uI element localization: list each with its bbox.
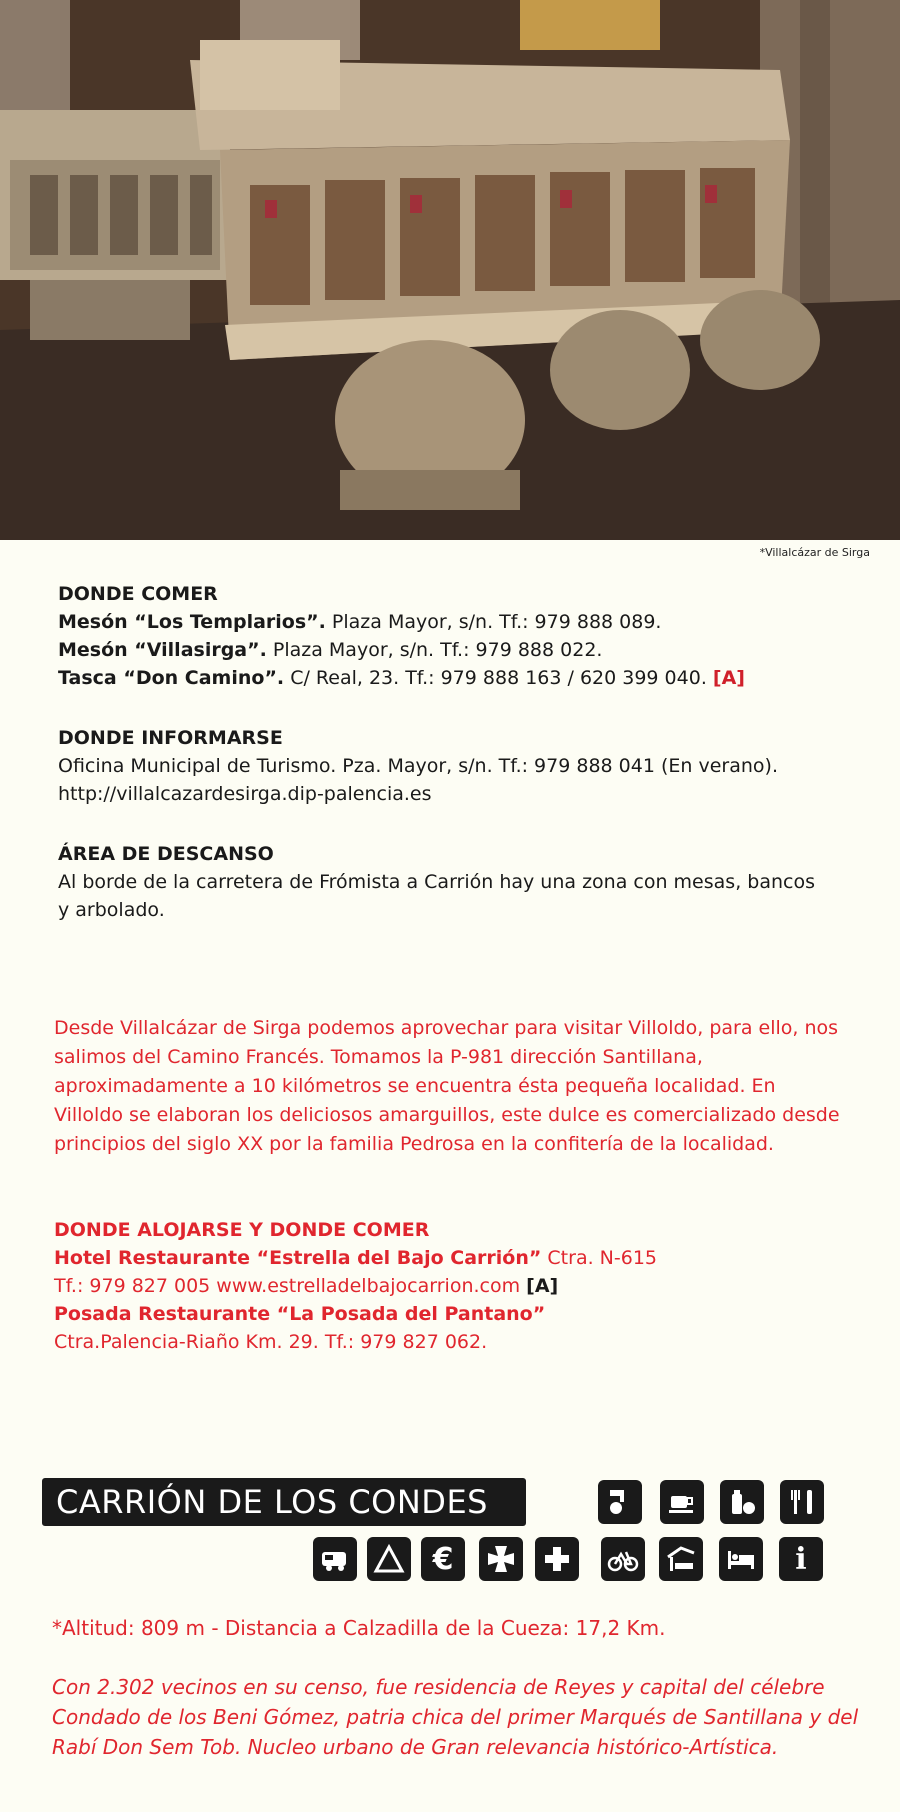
restaurant-detail: Plaza Mayor, s/n. Tf.: 979 888 089. [325, 611, 662, 633]
caravan-icon [313, 1537, 357, 1581]
tourism-website-link[interactable]: http://villalcazardesirga.dip-palencia.es [58, 783, 432, 805]
accessibility-tag: [A] [712, 667, 745, 689]
altitud-distancia: *Altitud: 809 m - Distancia a Calzadilla de la Cueza: 17,2 Km. [52, 1616, 666, 1640]
pharmacy-cross-icon [479, 1537, 523, 1581]
restaurant-entry [58, 664, 858, 692]
hotel-entry [54, 1244, 854, 1272]
restaurant-name: Mesón “Los Templarios”. [58, 611, 326, 633]
restaurant-name: Tasca “Don Camino”. [58, 667, 285, 689]
fountain-icon [598, 1480, 642, 1524]
hotel-address: Ctra. N-615 [541, 1247, 657, 1269]
alojarse-section [54, 1216, 854, 1356]
accessibility-tag: [A] [526, 1275, 559, 1297]
sarcophagus-photo [0, 0, 900, 540]
photo-caption: *Villalcázar de Sirga [759, 546, 870, 559]
hotel-phone-web: Tf.: 979 827 005 www.estrelladelbajocarrion.com [54, 1275, 527, 1297]
restaurant-detail: Plaza Mayor, s/n. Tf.: 979 888 022. [266, 639, 603, 661]
shop-icon [720, 1480, 764, 1524]
restaurant-name: Mesón “Villasirga”. [58, 639, 267, 661]
donde-informarse-section [58, 724, 858, 808]
bed-icon [719, 1537, 763, 1581]
cafe-icon [660, 1480, 704, 1524]
hotel-contact [54, 1272, 854, 1300]
hotel-name: Hotel Restaurante “Estrella del Bajo Carrión” [54, 1247, 542, 1269]
restaurant-detail: C/ Real, 23. Tf.: 979 888 163 / 620 399 040. [284, 667, 713, 689]
carrion-title-banner: CARRIÓN DE LOS CONDES [42, 1478, 526, 1526]
posada-address: Ctra.Palencia-Riaño Km. 29. Tf.: 979 827 062. [54, 1331, 488, 1353]
posada-name: Posada Restaurante “La Posada del Pantano” [54, 1303, 546, 1325]
restaurant-entry [58, 608, 858, 636]
shelter-icon [659, 1537, 703, 1581]
donde-comer-section [58, 580, 858, 692]
tourism-office-text: Oficina Municipal de Turismo. Pza. Mayor, s/n. Tf.: 979 888 041 (En verano). [58, 755, 778, 777]
area-descanso-section [58, 840, 828, 924]
carrion-description: Con 2.302 vecinos en su censo, fue residencia de Reyes y capital del célebre Condado de los Beni Gómez, patria chica del primer Marqués de Santillana y del Rabí Don Sem Tob. Nucleo urbano de Gran relevancia histórico-Artística. [52, 1675, 859, 1759]
area-descanso-heading: ÁREA DE DESCANSO [58, 843, 274, 865]
restaurant-entry [58, 636, 858, 664]
medical-cross-icon [535, 1537, 579, 1581]
bicycle-icon [601, 1537, 645, 1581]
villoldo-paragraph: Desde Villalcázar de Sirga podemos aprovechar para visitar Villoldo, para ello, nos salimos del Camino Francés. Tomamos la P-981 dirección Santillana, aproximadamente a 10 kilómetros se encuentra ésta pequeña localidad. En Villoldo se elaboran los deliciosos amarguillos, este dulce es comercializado desde principios del siglo XX por la familia Pedrosa en la confitería de la localidad. [54, 1017, 840, 1155]
restaurant-icon [780, 1480, 824, 1524]
alojarse-heading: DONDE ALOJARSE Y DONDE COMER [54, 1219, 430, 1241]
donde-comer-heading: DONDE COMER [58, 583, 218, 605]
euro-icon: € [421, 1537, 465, 1581]
information-icon: i [779, 1537, 823, 1581]
donde-informarse-heading: DONDE INFORMARSE [58, 727, 283, 749]
area-descanso-text: Al borde de la carretera de Frómista a Carrión hay una zona con mesas, bancos y arbolado. [58, 871, 815, 921]
sarcophagus-illustration [0, 0, 900, 540]
camping-icon [367, 1537, 411, 1581]
